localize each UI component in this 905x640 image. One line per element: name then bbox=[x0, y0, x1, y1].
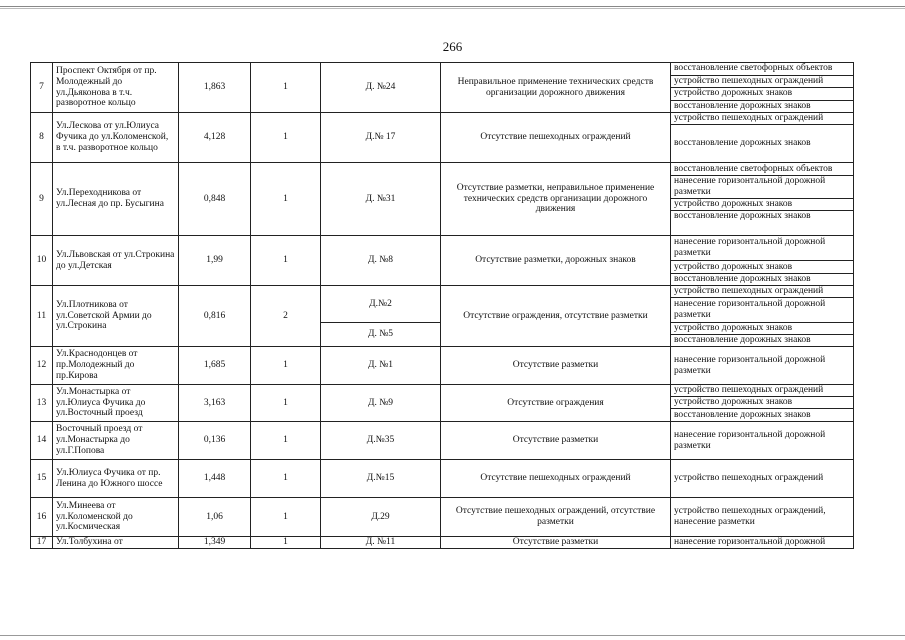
measure-cell: нанесение горизонтальной дорожной разметки bbox=[671, 176, 854, 199]
row-number: 10 bbox=[31, 236, 53, 286]
description-cell: Отсутствие разметки bbox=[441, 347, 671, 385]
table-row bbox=[31, 63, 854, 76]
measure-cell: нанесение горизонтальной дорожной разметки bbox=[671, 298, 854, 323]
length-cell: 1,863 bbox=[179, 63, 251, 113]
row-number: 11 bbox=[31, 286, 53, 347]
length-cell: 0,848 bbox=[179, 163, 251, 236]
length-cell: 4,128 bbox=[179, 113, 251, 163]
measure-cell: устройство дорожных знаков bbox=[671, 397, 854, 409]
category-cell: 1 bbox=[251, 537, 321, 549]
category-cell: 1 bbox=[251, 498, 321, 537]
category-cell: 1 bbox=[251, 163, 321, 236]
page-number: 266 bbox=[442, 39, 463, 54]
doc-cell: Д. №1 bbox=[321, 347, 441, 385]
category-cell: 1 bbox=[251, 347, 321, 385]
doc-cell-secondary: Д. №5 bbox=[321, 323, 441, 347]
roads-table bbox=[30, 62, 854, 549]
table-row bbox=[31, 422, 854, 460]
table-row bbox=[31, 537, 854, 549]
description-cell: Неправильное применение технических средств организации дорожного движения bbox=[441, 63, 671, 113]
table-row bbox=[31, 163, 854, 176]
street-cell: Проспект Октября от пр. Молодежный до ул.Дьяконова в т.ч. разворотное кольцо bbox=[53, 63, 179, 113]
row-number: 13 bbox=[31, 385, 53, 422]
measure-cell: восстановление светофорных объектов bbox=[671, 163, 854, 176]
doc-cell: Д.29 bbox=[321, 498, 441, 537]
measure-cell: восстановление светофорных объектов bbox=[671, 63, 854, 76]
measure-cell: устройство дорожных знаков bbox=[671, 323, 854, 335]
description-cell: Отсутствие разметки bbox=[441, 537, 671, 549]
top-scan-line bbox=[0, 6, 905, 7]
length-cell: 1,685 bbox=[179, 347, 251, 385]
category-cell: 2 bbox=[251, 286, 321, 347]
category-cell: 1 bbox=[251, 460, 321, 498]
category-cell: 1 bbox=[251, 236, 321, 286]
measure-cell: восстановление дорожных знаков bbox=[671, 335, 854, 347]
measure-cell: устройство пешеходных ограждений bbox=[671, 385, 854, 397]
measure-cell: нанесение горизонтальной дорожной разметки bbox=[671, 422, 854, 460]
row-number: 16 bbox=[31, 498, 53, 537]
length-cell: 1,349 bbox=[179, 537, 251, 549]
measure-cell: устройство пешеходных ограждений bbox=[671, 75, 854, 88]
top-scan-line-faint bbox=[0, 8, 905, 9]
measure-cell: устройство дорожных знаков bbox=[671, 261, 854, 274]
street-cell: Ул.Юлиуса Фучика от пр. Ленина до Южного шоссе bbox=[53, 460, 179, 498]
doc-cell: Д. №31 bbox=[321, 163, 441, 236]
street-cell: Ул.Минеева от ул.Коломенской до ул.Космическая bbox=[53, 498, 179, 537]
table-row bbox=[31, 113, 854, 125]
table-row bbox=[31, 286, 854, 298]
measure-cell: устройство дорожных знаков bbox=[671, 88, 854, 101]
doc-cell: Д. №9 bbox=[321, 385, 441, 422]
length-cell: 0,816 bbox=[179, 286, 251, 347]
length-cell: 3,163 bbox=[179, 385, 251, 422]
category-cell: 1 bbox=[251, 422, 321, 460]
measure-cell: нанесение горизонтальной дорожной разметки bbox=[671, 236, 854, 261]
street-cell: Ул.Львовская от ул.Строкина до ул.Детская bbox=[53, 236, 179, 286]
description-cell: Отсутствие пешеходных ограждений bbox=[441, 113, 671, 163]
doc-cell: Д. №24 bbox=[321, 63, 441, 113]
doc-cell: Д.№15 bbox=[321, 460, 441, 498]
length-cell: 1,99 bbox=[179, 236, 251, 286]
table-row bbox=[31, 385, 854, 397]
measure-cell: восстановление дорожных знаков bbox=[671, 125, 854, 163]
doc-cell: Д.№2 bbox=[321, 286, 441, 323]
row-number: 15 bbox=[31, 460, 53, 498]
doc-cell: Д. №8 bbox=[321, 236, 441, 286]
description-cell: Отсутствие пешеходных ограждений, отсутствие разметки bbox=[441, 498, 671, 537]
category-cell: 1 bbox=[251, 113, 321, 163]
measure-cell: восстановление дорожных знаков bbox=[671, 409, 854, 422]
row-number: 8 bbox=[31, 113, 53, 163]
category-cell: 1 bbox=[251, 385, 321, 422]
row-number: 14 bbox=[31, 422, 53, 460]
table-row bbox=[31, 498, 854, 537]
measure-cell: устройство пешеходных ограждений bbox=[671, 113, 854, 125]
street-cell: Ул.Монастырка от ул.Юлиуса Фучика до ул.Восточный проезд bbox=[53, 385, 179, 422]
description-cell: Отсутствие разметки, неправильное применение технических средств организации дорожного движения bbox=[441, 163, 671, 236]
street-cell: Ул.Краснодонцев от пр.Молодежный до пр.Кирова bbox=[53, 347, 179, 385]
doc-cell: Д.№ 17 bbox=[321, 113, 441, 163]
description-cell: Отсутствие ограждения, отсутствие разметки bbox=[441, 286, 671, 347]
row-number: 12 bbox=[31, 347, 53, 385]
measure-cell: устройство пешеходных ограждений, нанесение разметки bbox=[671, 498, 854, 537]
length-cell: 1,06 bbox=[179, 498, 251, 537]
description-cell: Отсутствие разметки bbox=[441, 422, 671, 460]
measure-cell: восстановление дорожных знаков bbox=[671, 274, 854, 286]
street-cell: Ул.Лескова от ул.Юлиуса Фучика до ул.Коломенской, в т.ч. разворотное кольцо bbox=[53, 113, 179, 163]
category-cell: 1 bbox=[251, 63, 321, 113]
measure-cell: устройство пешеходных ограждений bbox=[671, 460, 854, 498]
length-cell: 0,136 bbox=[179, 422, 251, 460]
measure-cell: устройство пешеходных ограждений bbox=[671, 286, 854, 298]
description-cell: Отсутствие пешеходных ограждений bbox=[441, 460, 671, 498]
table-row bbox=[31, 236, 854, 261]
table-row bbox=[31, 347, 854, 385]
description-cell: Отсутствие разметки, дорожных знаков bbox=[441, 236, 671, 286]
row-number: 9 bbox=[31, 163, 53, 236]
street-cell: Ул.Толбухина от bbox=[53, 537, 179, 549]
measure-cell: нанесение горизонтальной дорожной разметки bbox=[671, 347, 854, 385]
measure-cell: устройство дорожных знаков bbox=[671, 199, 854, 211]
measure-cell: восстановление дорожных знаков bbox=[671, 100, 854, 113]
street-cell: Ул.Плотникова от ул.Советской Армии до ул.Строкина bbox=[53, 286, 179, 347]
doc-cell: Д. №11 bbox=[321, 537, 441, 549]
street-cell: Восточный проезд от ул.Монастырка до ул.Г.Попова bbox=[53, 422, 179, 460]
street-cell: Ул.Переходникова от ул.Лесная до пр. Бусыгина bbox=[53, 163, 179, 236]
length-cell: 1,448 bbox=[179, 460, 251, 498]
measure-cell: нанесение горизонтальной дорожной bbox=[671, 537, 854, 549]
row-number: 7 bbox=[31, 63, 53, 113]
row-number: 17 bbox=[31, 537, 53, 549]
description-cell: Отсутствие ограждения bbox=[441, 385, 671, 422]
bottom-scan-line bbox=[0, 635, 905, 636]
doc-cell: Д.№35 bbox=[321, 422, 441, 460]
measure-cell: восстановление дорожных знаков bbox=[671, 211, 854, 236]
table-row bbox=[31, 460, 854, 498]
